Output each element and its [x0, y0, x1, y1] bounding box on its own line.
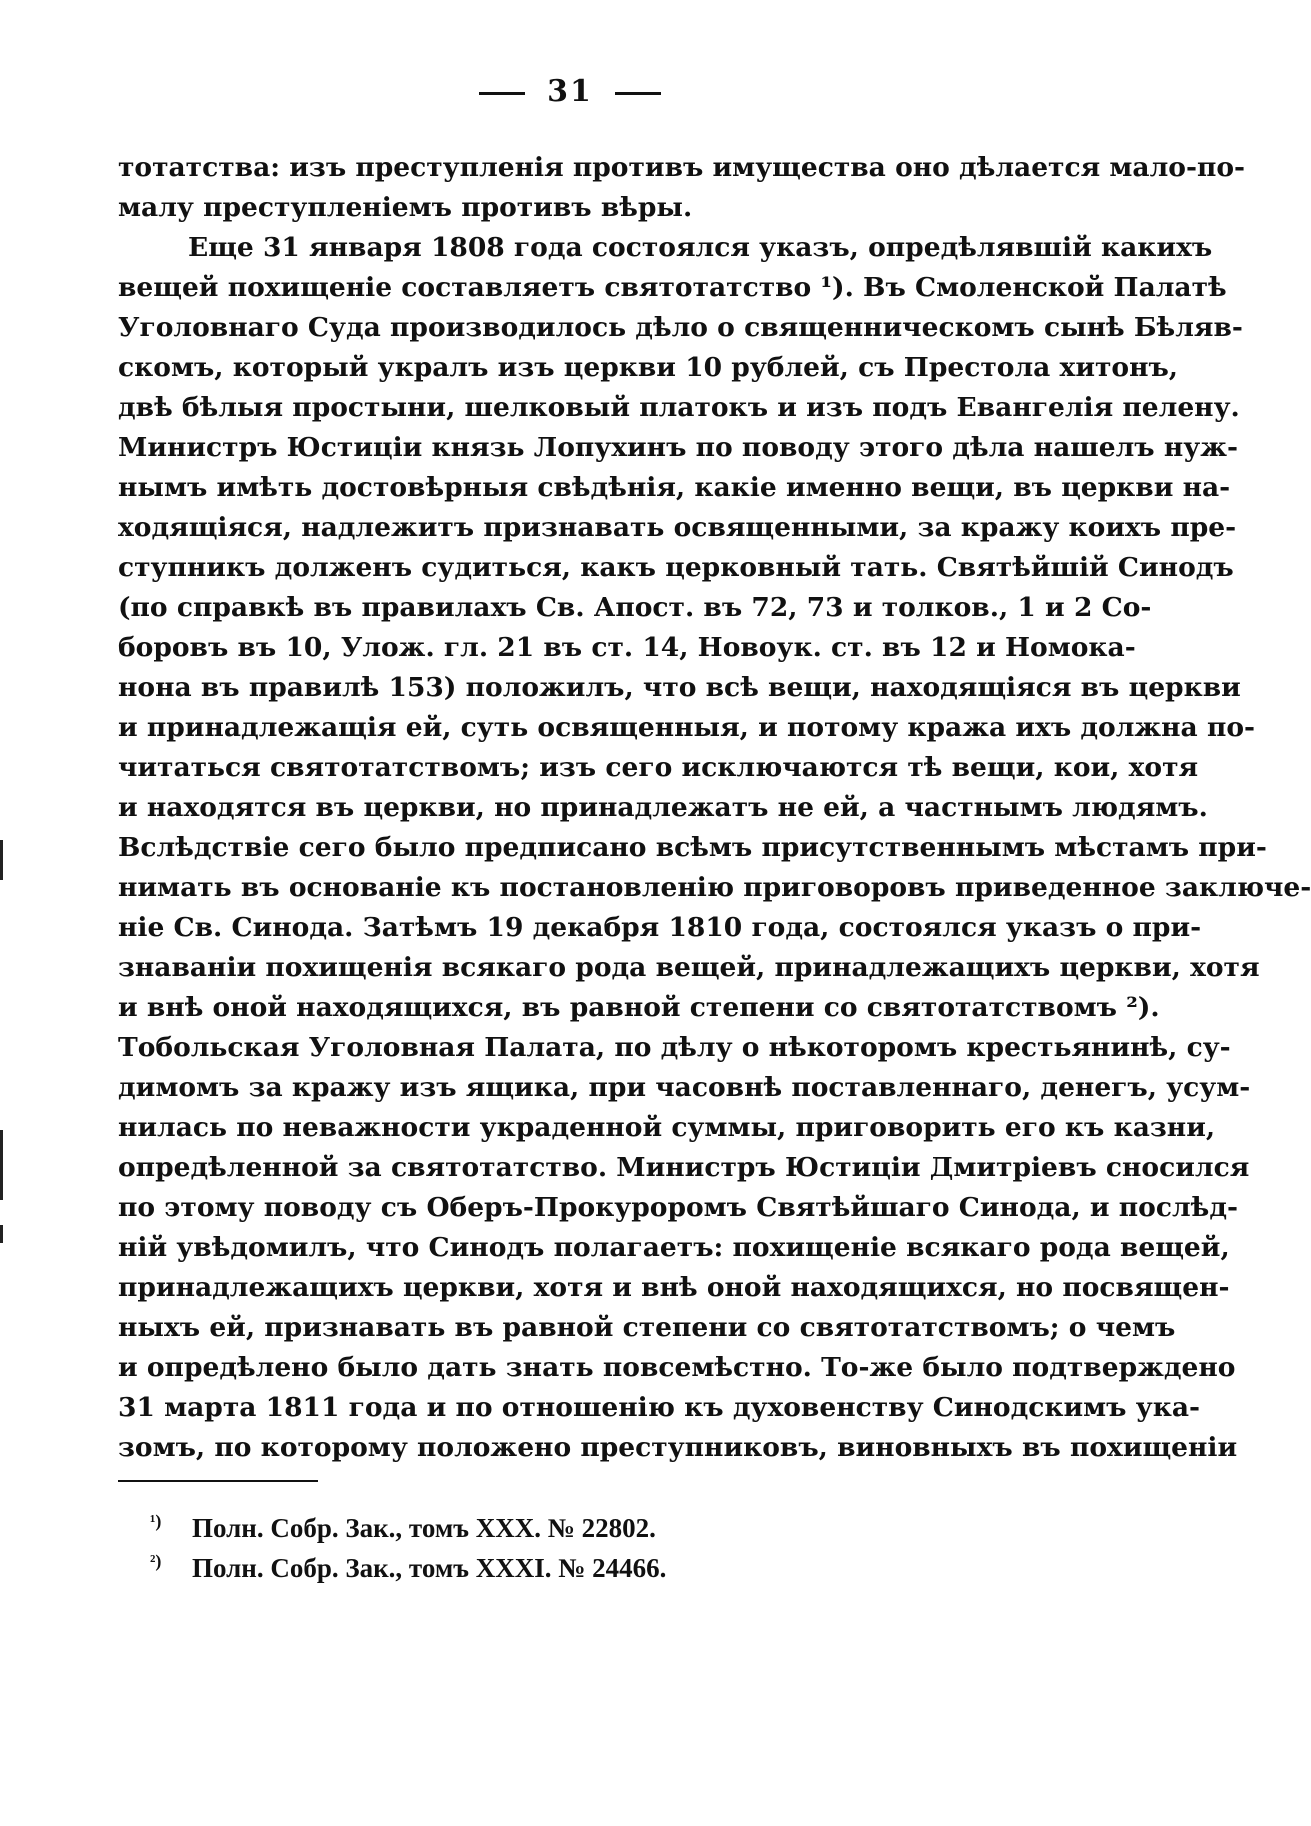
- text-line: опредѣленной за святотатство. Министръ Юстиціи Дмитріевъ сносился: [118, 1152, 1250, 1183]
- text-line: боровъ въ 10, Улож. гл. 21 въ ст. 14, Новоук. ст. въ 12 и Номока-: [118, 632, 1136, 663]
- scan-edge-marks: [0, 0, 6, 1826]
- page-header: [0, 74, 1140, 109]
- footnote-item: ²) Полн. Собр. Зак., томъ XXXI. № 24466.: [150, 1551, 667, 1583]
- text-line: нона въ правилѣ 153) положилъ, что всѣ вещи, находящіяся въ церкви: [118, 672, 1241, 703]
- text-line: Вслѣдствіе сего было предписано всѣмъ присутственнымъ мѣстамъ при-: [118, 832, 1267, 863]
- text-line: нилась по неважности украденной суммы, приговорить его къ казни,: [118, 1112, 1216, 1143]
- text-line: и внѣ оной находящихся, въ равной степени со святотатствомъ ²).: [118, 992, 1160, 1023]
- text-line: вещей похищеніе составляетъ святотатство ¹). Въ Смоленской Палатѣ: [118, 272, 1227, 303]
- footnote-text: Полн. Собр. Зак., томъ XXX. № 22802.: [192, 1513, 656, 1543]
- footnotes: [150, 1508, 950, 1588]
- header-dash-right: [615, 92, 661, 95]
- scan-edge-mark: [0, 1130, 3, 1200]
- text-line: ніе Св. Синода. Затѣмъ 19 декабря 1810 года, состоялся указъ о при-: [118, 912, 1202, 943]
- text-line: Еще 31 января 1808 года состоялся указъ, опредѣлявшій какихъ: [188, 232, 1213, 263]
- text-line: скомъ, который укралъ изъ церкви 10 рублей, съ Престола хитонъ,: [118, 352, 1179, 383]
- text-line: Уголовнаго Суда производилось дѣло о священническомъ сынѣ Бѣляв-: [118, 312, 1243, 343]
- text-line: ній увѣдомилъ, что Синодъ полагаетъ: похищеніе всякаго рода вещей,: [118, 1232, 1230, 1263]
- footnote-divider: [118, 1480, 318, 1482]
- text-line: нимать въ основаніе къ постановленію приговоровъ приведенное заключе-: [118, 872, 1311, 903]
- text-line: 31 марта 1811 года и по отношенію къ духовенству Синодскимъ ука-: [118, 1392, 1201, 1423]
- text-line: и принадлежащія ей, суть освященныя, и потому кража ихъ должна по-: [118, 712, 1256, 743]
- text-line: Министръ Юстиціи князь Лопухинъ по поводу этого дѣла нашелъ нуж-: [118, 432, 1238, 463]
- header-dash-left: [479, 92, 525, 95]
- text-line: тотатства: изъ преступленія противъ имущества оно дѣлается мало-по-: [118, 152, 1246, 183]
- footnote-item: ¹) Полн. Собр. Зак., томъ XXX. № 22802.: [150, 1511, 656, 1543]
- text-line: двѣ бѣлыя простыни, шелковый платокъ и изъ подъ Евангелія пелену.: [118, 392, 1240, 423]
- text-line: малу преступленіемъ противъ вѣры.: [118, 192, 693, 223]
- scan-edge-mark: [0, 1225, 3, 1243]
- text-line: димомъ за кражу изъ ящика, при часовнѣ поставленнаго, денегъ, усум-: [118, 1072, 1251, 1103]
- page-number: 31: [547, 74, 593, 109]
- text-line: ныхъ ей, признавать въ равной степени со святотатствомъ; о чемъ: [118, 1312, 1176, 1343]
- text-line: нымъ имѣть достовѣрныя свѣдѣнія, какіе именно вещи, въ церкви на-: [118, 472, 1231, 503]
- text-line: и находятся въ церкви, но принадлежатъ не ей, а частнымъ людямъ.: [118, 792, 1208, 823]
- text-line: знаваніи похищенія всякаго рода вещей, принадлежащихъ церкви, хотя: [118, 952, 1260, 983]
- text-line: и опредѣлено было дать знать повсемѣстно. То-же было подтверждено: [118, 1352, 1236, 1383]
- text-line: принадлежащихъ церкви, хотя и внѣ оной находящихся, но посвящен-: [118, 1272, 1230, 1303]
- footnote-text: Полн. Собр. Зак., томъ XXXI. № 24466.: [192, 1553, 667, 1583]
- text-line: по этому поводу съ Оберъ-Прокуроромъ Святѣйшаго Синода, и послѣд-: [118, 1192, 1238, 1223]
- text-line: ходящіяся, надлежитъ признавать освященными, за кражу коихъ пре-: [118, 512, 1237, 543]
- scan-edge-mark: [0, 840, 3, 880]
- text-line: читаться святотатствомъ; изъ сего исключаются тѣ вещи, кои, хотя: [118, 752, 1199, 783]
- text-line: ступникъ долженъ судиться, какъ церковный тать. Святѣйшій Синодъ: [118, 552, 1234, 583]
- text-line: Тобольская Уголовная Палата, по дѣлу о нѣкоторомъ крестьянинѣ, су-: [118, 1032, 1231, 1063]
- text-line: (по справкѣ въ правилахъ Св. Апост. въ 72, 73 и толков., 1 и 2 Со-: [118, 592, 1152, 623]
- text-line: зомъ, по которому положено преступниковъ, виновныхъ въ похищеніи: [118, 1432, 1238, 1463]
- body-text: [118, 148, 1311, 1468]
